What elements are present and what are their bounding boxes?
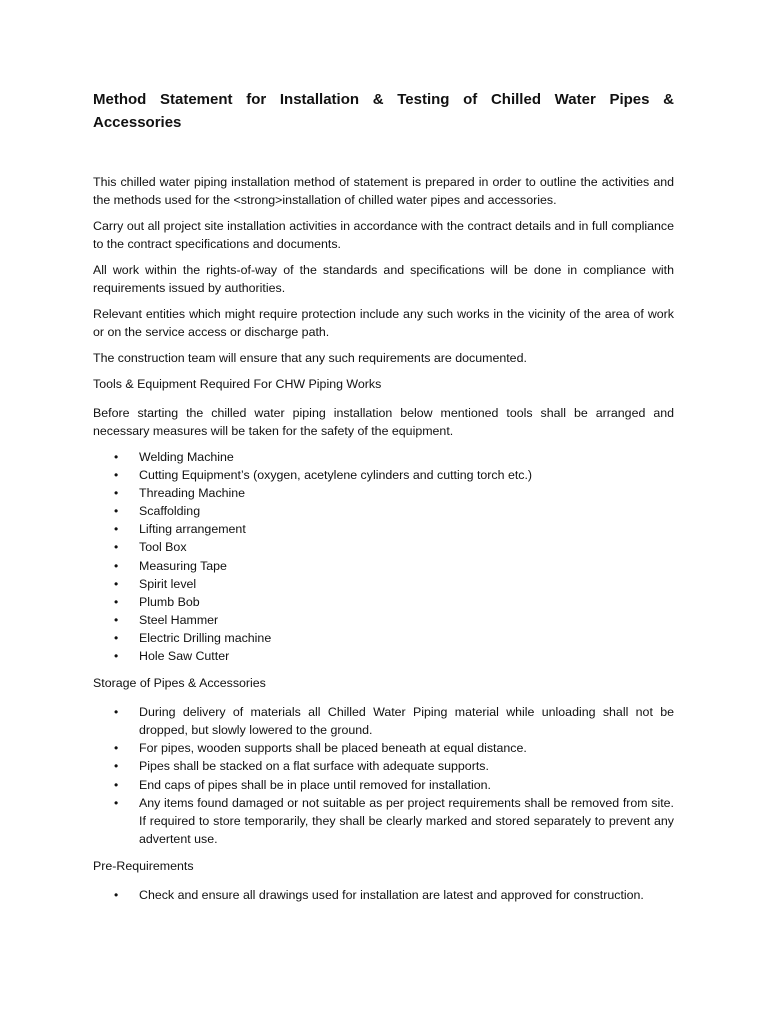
document-title: Method Statement for Installation & Testing of Chilled Water Pipes & Accessories <box>93 91 674 131</box>
list-item-text: End caps of pipes shall be in place until removed for installation. <box>139 777 491 792</box>
list-item <box>93 520 674 538</box>
bullet-icon: • <box>114 612 119 627</box>
list-item-text: Cutting Equipment’s (oxygen, acetylene cylinders and cutting torch etc.) <box>139 468 533 483</box>
list-item <box>93 466 674 484</box>
list-item-text: During delivery of materials all Chilled Water Piping material while unloading shall not be dropped, but slowly lowered to the ground. <box>139 705 674 738</box>
bullet-icon: • <box>114 759 119 774</box>
bullet-icon: • <box>114 540 119 555</box>
list-item-text: Any items found damaged or not suitable as per project requirements shall be removed from site. If required to store temporarily, they shall be clearly marked and stored separately to prevent any advertent use. <box>139 795 674 846</box>
tools-intro: Before starting the chilled water piping installation below mentioned tools shall be arranged and necessary measures will be taken for the safety of the equipment. <box>93 406 674 438</box>
bullet-icon: • <box>114 576 119 591</box>
bullet-icon: • <box>114 649 119 664</box>
list-item-text: Pipes shall be stacked on a flat surface with adequate supports. <box>139 759 489 774</box>
list-item-text: Spirit level <box>139 576 197 591</box>
bullet-icon: • <box>114 450 119 464</box>
bullet-icon: • <box>114 741 119 756</box>
tools-list <box>93 448 674 665</box>
bullet-icon: • <box>114 468 119 483</box>
tools-heading: Tools & Equipment Required For CHW Piping Works <box>93 377 382 391</box>
intro-paragraph: This chilled water piping installation method of statement is prepared in order to outline the activities and the methods used for the <strong>installation of chilled water pipes and accessories. <box>93 175 674 207</box>
list-item <box>93 776 674 794</box>
bullet-icon: • <box>114 594 119 609</box>
list-item <box>93 448 674 466</box>
list-item-text: Plumb Bob <box>139 594 200 609</box>
list-item <box>93 757 674 775</box>
list-item-text: Lifting arrangement <box>139 522 246 537</box>
bullet-icon: • <box>114 504 119 519</box>
intro-paragraph: Carry out all project site installation activities in accordance with the contract details and in full compliance to the contract specifications and documents. <box>93 219 674 251</box>
list-item <box>93 557 674 575</box>
list-item <box>93 886 674 904</box>
list-item <box>93 593 674 611</box>
list-item <box>93 611 674 629</box>
list-item-text: Check and ensure all drawings used for installation are latest and approved for construction. <box>139 887 644 902</box>
bullet-icon: • <box>114 630 119 645</box>
list-item-text: Measuring Tape <box>139 558 227 573</box>
bullet-icon: • <box>114 522 119 537</box>
list-item-text: Welding Machine <box>139 450 234 464</box>
intro-paragraph: Relevant entities which might require protection include any such works in the vicinity of the area of work or on the service access or discharge path. <box>93 307 674 339</box>
storage-heading: Storage of Pipes & Accessories <box>93 676 266 691</box>
list-item <box>93 629 674 647</box>
list-item <box>93 575 674 593</box>
list-item-text: Scaffolding <box>139 504 201 519</box>
list-item <box>93 502 674 520</box>
storage-list <box>93 703 674 848</box>
intro-paragraph: All work within the rights-of-way of the standards and specifications will be done in compliance with requirements issued by authorities. <box>93 263 674 295</box>
list-item-text: For pipes, wooden supports shall be placed beneath at equal distance. <box>139 741 527 756</box>
prereq-heading: Pre-Requirements <box>93 858 194 873</box>
list-item-text: Hole Saw Cutter <box>139 649 230 664</box>
list-item <box>93 739 674 757</box>
bullet-icon: • <box>114 887 119 902</box>
list-item <box>93 703 674 739</box>
list-item-text: Tool Box <box>139 540 187 555</box>
bullet-icon: • <box>114 558 119 573</box>
prereq-list <box>93 886 674 904</box>
list-item <box>93 484 674 502</box>
document-page <box>93 88 674 913</box>
list-item <box>93 647 674 665</box>
list-item-text: Electric Drilling machine <box>139 630 272 645</box>
list-item-text: Threading Machine <box>139 486 246 501</box>
list-item-text: Steel Hammer <box>139 612 219 627</box>
list-item <box>93 794 674 848</box>
bullet-icon: • <box>114 705 119 720</box>
bullet-icon: • <box>114 777 119 792</box>
bullet-icon: • <box>114 795 119 810</box>
list-item <box>93 538 674 556</box>
bullet-icon: • <box>114 486 119 501</box>
intro-paragraph: The construction team will ensure that any such requirements are documented. <box>93 351 527 365</box>
